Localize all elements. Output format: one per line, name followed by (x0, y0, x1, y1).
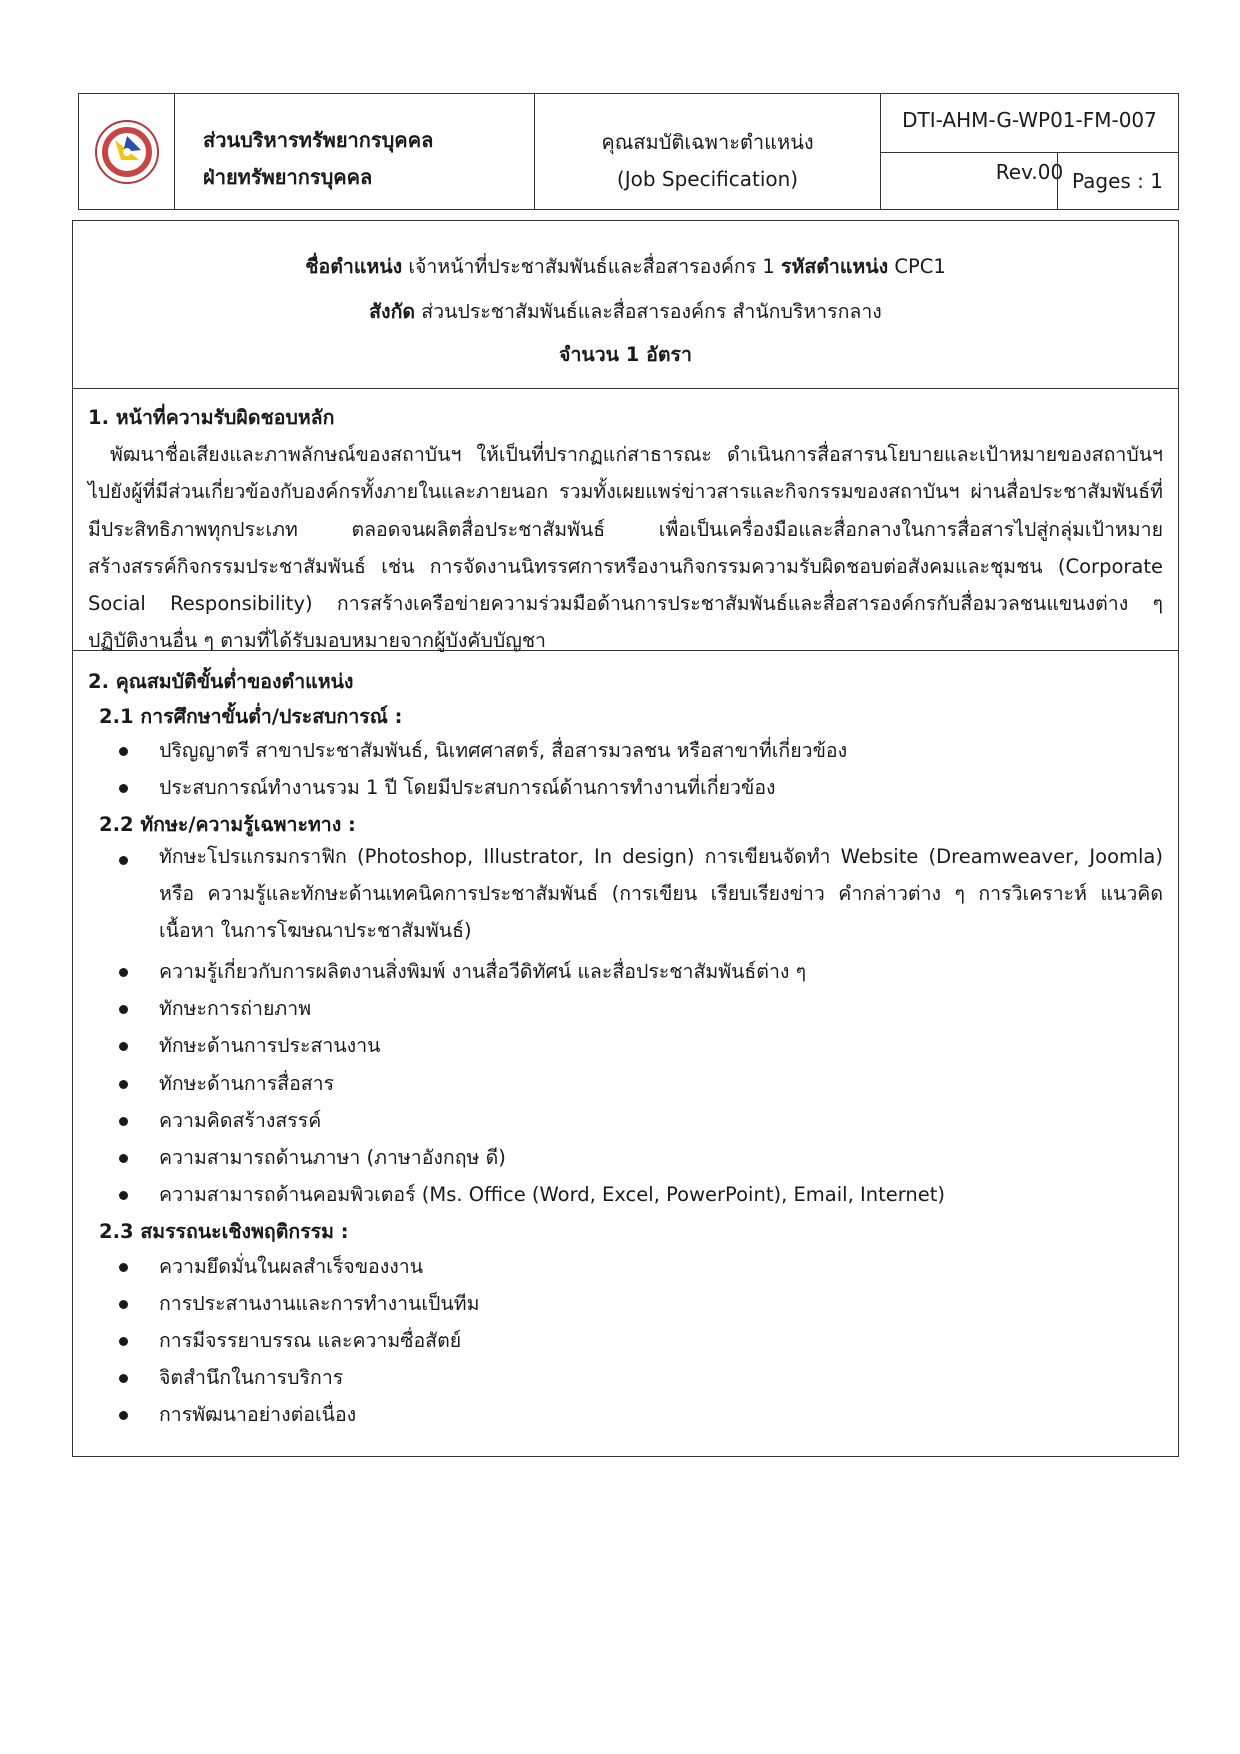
list-item: การประสานงานและการทำงานเป็นทีม (159, 1292, 480, 1315)
list-item: ปริญญาตรี สาขาประชาสัมพันธ์, นิเทศศาสตร์, สื่อสารมวลชน หรือสาขาที่เกี่ยวข้อง (159, 739, 848, 762)
section-responsibilities (73, 388, 1178, 651)
section-qualifications (73, 650, 1178, 1456)
list-item: ทักษะด้านการประสานงาน (159, 1034, 381, 1057)
section2-heading: 2. คุณสมบัติขั้นต่ำของตำแหน่ง (88, 670, 354, 693)
bullet-icon (119, 1042, 128, 1051)
bullet-icon (119, 1337, 128, 1346)
bullet-icon (119, 1374, 128, 1383)
list-item: ทักษะด้านการสื่อสาร (159, 1072, 335, 1095)
bullet-icon (119, 1191, 128, 1200)
doc-code-cell (881, 94, 1178, 209)
position-line (73, 251, 1178, 282)
list-item: ความคิดสร้างสรรค์ (159, 1109, 322, 1132)
bullet-icon (119, 1005, 128, 1014)
subsection-education: 2.1 การศึกษาขั้นต่ำ/ประสบการณ์ : (99, 705, 403, 728)
spec-title-cell (535, 94, 881, 209)
spec-title-th: คุณสมบัติเฉพาะตำแหน่ง (601, 130, 814, 154)
position-value: เจ้าหน้าที่ประชาสัมพันธ์และสื่อสารองค์กร 1 (408, 255, 775, 278)
bullet-icon (119, 1080, 128, 1089)
list-item: การมีจรรยาบรรณ และความซื่อสัตย์ (159, 1329, 462, 1352)
subsection-skills: 2.2 ทักษะ/ความรู้เฉพาะทาง : (99, 813, 356, 836)
affiliation-line (73, 296, 1178, 327)
affiliation-value: ส่วนประชาสัมพันธ์และสื่อสารองค์กร สำนักบริหารกลาง (421, 300, 882, 323)
bullet-icon (119, 1411, 128, 1420)
list-item: ความรู้เกี่ยวกับการผลิตงานสิ่งพิมพ์ งานสื่อวีดิทัศน์ และสื่อประชาสัมพันธ์ต่าง ๆ (159, 960, 807, 983)
bullet-icon (119, 1154, 128, 1163)
job-spec-body (72, 220, 1179, 1457)
bullet-icon (119, 1263, 128, 1272)
bullet-icon (119, 856, 128, 865)
position-title-block (73, 221, 1178, 389)
list-item: ทักษะการถ่ายภาพ (159, 997, 312, 1020)
section1-heading: 1. หน้าที่ความรับผิดชอบหลัก (88, 406, 335, 429)
position-label: ชื่อตำแหน่ง (305, 255, 403, 278)
list-item: ความยึดมั่นในผลสำเร็จของงาน (159, 1255, 424, 1278)
position-code-value: CPC1 (894, 255, 946, 278)
bullet-icon (119, 784, 128, 793)
division-name: ฝ่ายทรัพยากรบุคคล (203, 165, 373, 189)
list-item: ความสามารถด้านภาษา (ภาษาอังกฤษ ดี) (159, 1146, 506, 1169)
position-code-label: รหัสตำแหน่ง (781, 255, 889, 278)
list-item: ทักษะโปรแกรมกราฟิก (Photoshop, Illustrator, In design) การเขียนจัดทำ Website (Dreamweaver, Joomla) หรือ ความรู้และทักษะด้านเทคนิคการประชาสัมพันธ์ (การเขียน เรียบเรียงข่าว คำกล่าวต่าง ๆ การวิเคราะห์ แนวคิด เนื้อหา ในการโฆษณาประชาสัมพันธ์) (159, 845, 1163, 942)
bullet-icon (119, 1117, 128, 1126)
department-cell (175, 94, 535, 209)
page-count: Pages : 1 (1071, 169, 1163, 193)
bullet-icon (119, 968, 128, 977)
headcount: จำนวน 1 อัตรา (559, 343, 692, 366)
subsection-competencies: 2.3 สมรรถนะเชิงพฤติกรรม : (99, 1220, 349, 1243)
bullet-icon (119, 1300, 128, 1309)
list-item: การพัฒนาอย่างต่อเนื่อง (159, 1403, 357, 1426)
institute-logo (93, 116, 161, 188)
spec-title-en: (Job Specification) (616, 167, 799, 191)
department-name: ส่วนบริหารทรัพยากรบุคคล (203, 128, 434, 152)
responsibilities-text: พัฒนาชื่อเสียงและภาพลักษณ์ของสถาบันฯ ให้เป็นที่ปรากฏแก่สาธารณะ ดำเนินการสื่อสารนโยบายและเป้าหมายของสถาบันฯ ไปยังผู้ที่มีส่วนเกี่ยวข้องกับองค์กรทั้งภายในและภายนอก รวมทั้งเผยแพร่ข่าวสารและกิจกรรมของสถาบันฯ ผ่านสื่อประชาสัมพันธ์ที่มีประสิทธิภาพทุกประเภท ตลอดจนผลิตสื่อประชาสัมพันธ์ เพื่อเป็นเครื่องมือและสื่อกลางในการสื่อสารไปสู่กลุ่มเป้าหมาย สร้างสรรค์กิจกรรมประชาสัมพันธ์ เช่น การจัดงานนิทรรศการหรืองานกิจกรรมความรับผิดชอบต่อสังคมและชุมชน (Corporate Social Responsibility) การสร้างเครือข่ายความร่วมมือด้านการประชาสัมพันธ์และสื่อสารองค์กรกับสื่อมวลชนแขนงต่าง ๆ ปฏิบัติงานอื่น ๆ ตามที่ได้รับมอบหมายจากผู้บังคับบัญชา (88, 443, 1163, 653)
empty-cell (881, 152, 1058, 209)
document-header (78, 93, 1179, 210)
list-item: ประสบการณ์ทำงานรวม 1 ปี โดยมีประสบการณ์ด้านการทำงานที่เกี่ยวข้อง (159, 776, 776, 799)
affiliation-label: สังกัด (369, 300, 416, 323)
list-item: จิตสำนึกในการบริการ (159, 1366, 344, 1389)
list-item: ความสามารถด้านคอมพิวเตอร์ (Ms. Office (Word, Excel, PowerPoint), Email, Internet) (159, 1183, 945, 1206)
document-code: DTI-AHM-G-WP01-FM-007 Rev.00 (881, 94, 1178, 153)
logo-cell (79, 94, 175, 209)
bullet-icon (119, 747, 128, 756)
